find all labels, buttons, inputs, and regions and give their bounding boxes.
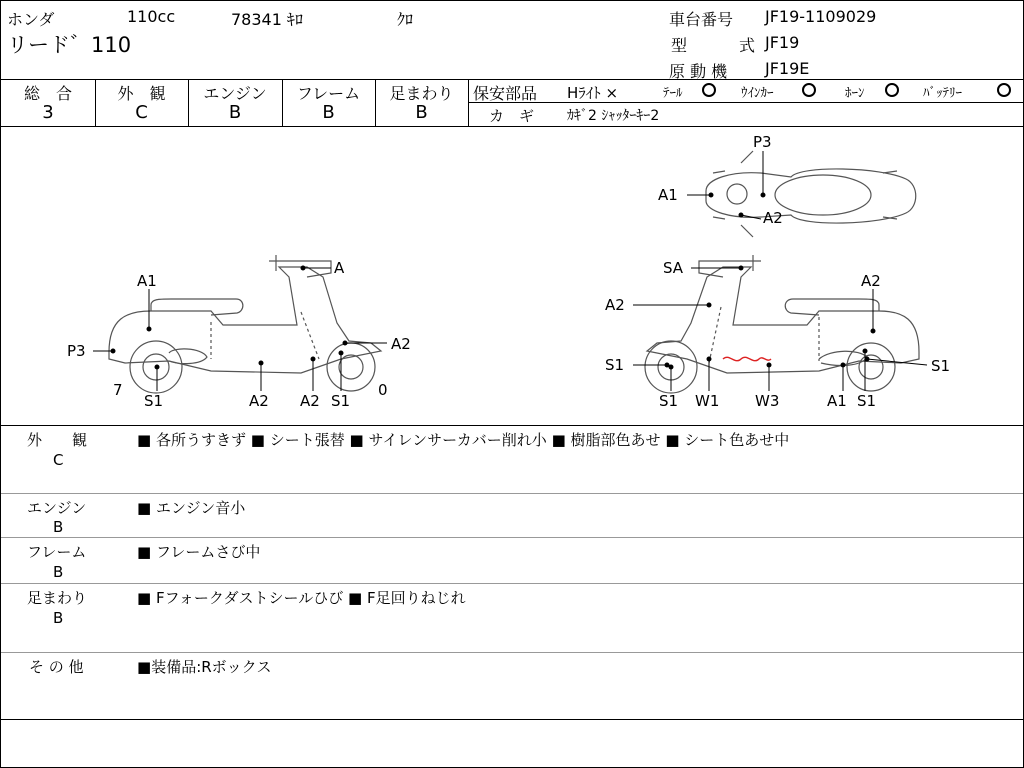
scooter-top-view-icon [706, 151, 916, 237]
diagram-label: P3 [67, 342, 86, 360]
diagram-label: W3 [755, 392, 780, 410]
square-bullet-icon: ■ [137, 589, 152, 607]
type-label-1: 型 [671, 36, 688, 55]
grade-frame-label: フレーム [296, 84, 361, 103]
diagram-label: S1 [144, 392, 164, 410]
diagram-label: A2 [300, 392, 320, 410]
divider [1, 425, 1023, 426]
diagram-label: S1 [659, 392, 679, 410]
circle-ok-icon [702, 83, 716, 97]
remark-other-label: そ の 他 [29, 658, 84, 676]
key-value: ｶｷﾞ2 ｼｬｯﾀｰｷｰ2 [567, 108, 660, 124]
square-bullet-icon: ■ [137, 499, 152, 517]
remark-engine-label: エンジン [27, 499, 87, 517]
divider [1, 719, 1023, 720]
headlight-status: Hﾗｲﾄ × [567, 84, 619, 102]
divider [1, 583, 1023, 584]
square-bullet-icon: ■ [137, 431, 152, 449]
square-bullet-icon: ■ [349, 431, 364, 449]
type-label-2: 式 [739, 36, 756, 55]
engine-label: 原 動 機 [669, 62, 728, 81]
diagram-label: 0 [378, 381, 388, 399]
battery-label: ﾊﾞｯﾃﾘｰ [923, 86, 962, 101]
safety-label: 保安部品 [473, 84, 538, 103]
square-bullet-icon: ■ [137, 658, 152, 676]
divider [1, 652, 1023, 653]
remark-other-items: ■装備品:Rボックス [137, 658, 272, 676]
grade-suspension-value: B [415, 102, 428, 123]
grade-engine-value: B [228, 102, 242, 123]
diagram-label: W1 [695, 392, 720, 410]
grade-overall-label: 総 合 [23, 84, 72, 103]
type-value: JF19 [765, 33, 800, 52]
remark-engine-items: ■ エンジン音小 [137, 499, 246, 517]
diagram-label: A1 [827, 392, 847, 410]
diagram-label: A2 [861, 272, 881, 290]
grade-engine-label: エンジン [203, 84, 267, 103]
engine-value: JF19E [765, 59, 810, 78]
remark-exterior-label: 外 観 [27, 431, 88, 449]
grade-exterior-value: C [135, 102, 148, 123]
diagram-label: A [334, 259, 345, 277]
tail-label: ﾃｰﾙ [663, 86, 683, 101]
divider [1, 537, 1023, 538]
remark-suspension-items: ■ Fフォークダストシールひび ■ F足回りねじれ [137, 589, 466, 607]
grade-exterior-label: 外 観 [117, 84, 166, 103]
square-bullet-icon: ■ [551, 431, 566, 449]
remark-frame-items: ■ フレームさび中 [137, 543, 261, 561]
frame-no: JF19-1109029 [765, 7, 877, 26]
maker: ホンダ [7, 10, 55, 29]
remark-engine-grade: B [53, 518, 64, 536]
square-bullet-icon: ■ [250, 431, 265, 449]
diagram-label: A2 [763, 209, 783, 227]
diagram-label: 7 [113, 381, 123, 399]
circle-ok-icon [997, 83, 1011, 97]
remark-exterior-grade: C [53, 451, 64, 469]
displacement: 110cc [127, 7, 176, 26]
grade-overall-value: 3 [42, 102, 54, 123]
circle-ok-icon [802, 83, 816, 97]
diagram-label: S1 [857, 392, 877, 410]
frame-no-label: 車台番号 [669, 10, 734, 29]
square-bullet-icon: ■ [665, 431, 680, 449]
remark-frame-label: フレーム [27, 543, 87, 561]
grade-suspension-label: 足まわり [389, 84, 454, 103]
remark-exterior-items: ■ 各所うすきず ■ シート張替 ■ サイレンサーカバー削れ小 ■ 樹脂部色あせ ■ シート色あせ中 [137, 431, 790, 449]
diagram-label: A1 [658, 186, 678, 204]
diagram-label: S1 [605, 356, 625, 374]
remark-suspension-grade: B [53, 609, 64, 627]
square-bullet-icon: ■ [348, 589, 363, 607]
winker-label: ｳｲﾝｶｰ [741, 86, 774, 101]
divider [468, 102, 1023, 103]
diagram-label: S1 [331, 392, 351, 410]
circle-ok-icon [885, 83, 899, 97]
mileage: 78341 ｷﾛ [231, 10, 303, 29]
key-label: カ ギ [489, 107, 535, 125]
scratch-mark-icon [723, 357, 771, 360]
grade-frame-value: B [322, 102, 335, 123]
color: ｸﾛ [397, 10, 414, 29]
diagram-label: A2 [391, 335, 411, 353]
remark-suspension-label: 足まわり [27, 589, 88, 607]
remark-frame-grade: B [53, 563, 64, 581]
damage-diagram [1, 127, 1023, 425]
diagram-label: A1 [137, 272, 157, 290]
model-name: リード゛110 [7, 33, 132, 57]
square-bullet-icon: ■ [137, 543, 152, 561]
divider [1, 493, 1023, 494]
diagram-label: A2 [605, 296, 625, 314]
diagram-label: SA [663, 259, 684, 277]
divider [1, 79, 1023, 80]
horn-label: ﾎｰﾝ [845, 86, 865, 101]
diagram-label: S1 [931, 357, 951, 375]
diagram-label: A2 [249, 392, 269, 410]
diagram-label: P3 [753, 133, 772, 151]
